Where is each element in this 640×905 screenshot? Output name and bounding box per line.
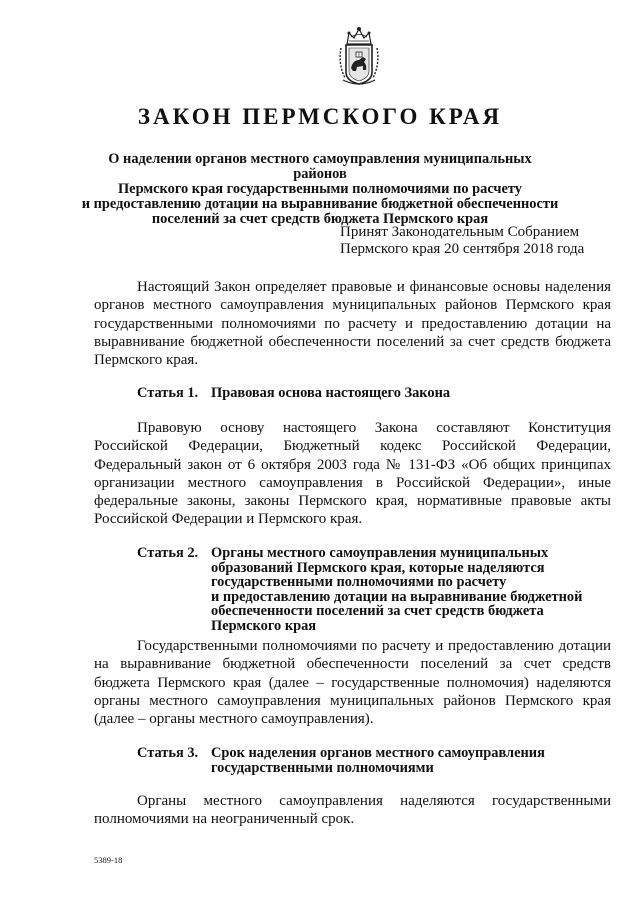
document-number: 5389-18 <box>94 855 123 865</box>
article-number: Статья 3. <box>137 745 199 761</box>
intro-paragraph: Настоящий Закон определяет правовые и финансовые основы наделения органов местного самоуправления муниципальных районов Пермского края государственными полномочиями по расчету и предоставлению дотации на выравнивание бюджетной обеспеченности поселений за счет средств бюджета Пермского края. <box>94 279 611 369</box>
article-1-text: Правовую основу настоящего Закона составляют Конституция Российской Федерации, Бюджетный кодекс Российской Федерации, Федеральный закон от 6 октября 2003 года № 131-ФЗ «Об общих принципах организации местного самоуправления в Российской Федерации», иные федеральные законы, законы Пермского края, нормативные правовые акты Российской Федерации и Пермского края. <box>94 420 611 528</box>
article-title-line: Органы местного самоуправления муниципальных <box>211 545 549 561</box>
article-number: Статья 1. <box>137 385 199 401</box>
law-title: ЗАКОН ПЕРМСКОГО КРАЯ <box>137 104 503 129</box>
article-title <box>211 546 582 634</box>
article-2-heading <box>0 546 640 636</box>
adoption-line: Принят Законодательным Собранием <box>340 224 580 240</box>
article-title-line: Пермского края <box>211 617 317 634</box>
article-title: Правовая основа настоящего Закона <box>211 385 451 401</box>
article-title-line: обеспеченности поселений за счет средств бюджета <box>211 603 544 620</box>
article-1-heading <box>0 386 640 402</box>
article-3-text: Органы местного самоуправления наделяются государственными полномочиями на неограниченный срок. <box>94 793 611 828</box>
adoption-line: Пермского края 20 сентября 2018 года <box>340 241 585 257</box>
article-title-line: образований Пермского края, которые наделяются <box>211 559 545 576</box>
law-subtitle <box>80 152 560 227</box>
article-title <box>211 746 545 775</box>
article-title-line: государственными полномочиями по расчету <box>211 574 507 591</box>
article-3-heading <box>0 746 640 778</box>
adoption-note <box>340 224 584 258</box>
subtitle-line: Пермского края государственными полномочиями по расчету <box>117 181 523 197</box>
article-title-line: государственными полномочиями <box>211 759 434 776</box>
article-title-line: и предоставлению дотации на выравнивание бюджетной <box>211 588 583 605</box>
article-title-line: Срок наделения органов местного самоуправления <box>211 745 545 761</box>
subtitle-line: О наделении органов местного самоуправления муниципальных районов <box>108 151 532 182</box>
article-number: Статья 2. <box>137 545 199 561</box>
subtitle-line: поселений за счет средств бюджета Пермского края <box>151 211 489 227</box>
coat-of-arms-icon <box>337 24 381 86</box>
subtitle-line: и предоставлению дотации на выравнивание бюджетной обеспеченности <box>81 196 559 212</box>
article-2-text: Государственными полномочиями по расчету и предоставлению дотации на выравнивание бюджетной обеспеченности поселений за счет средств бюджета Пермского края (далее – государственные полномочия) наделяются органы местного самоуправления муниципальных районов Пермского края (далее – органы местного самоуправления). <box>94 638 611 728</box>
